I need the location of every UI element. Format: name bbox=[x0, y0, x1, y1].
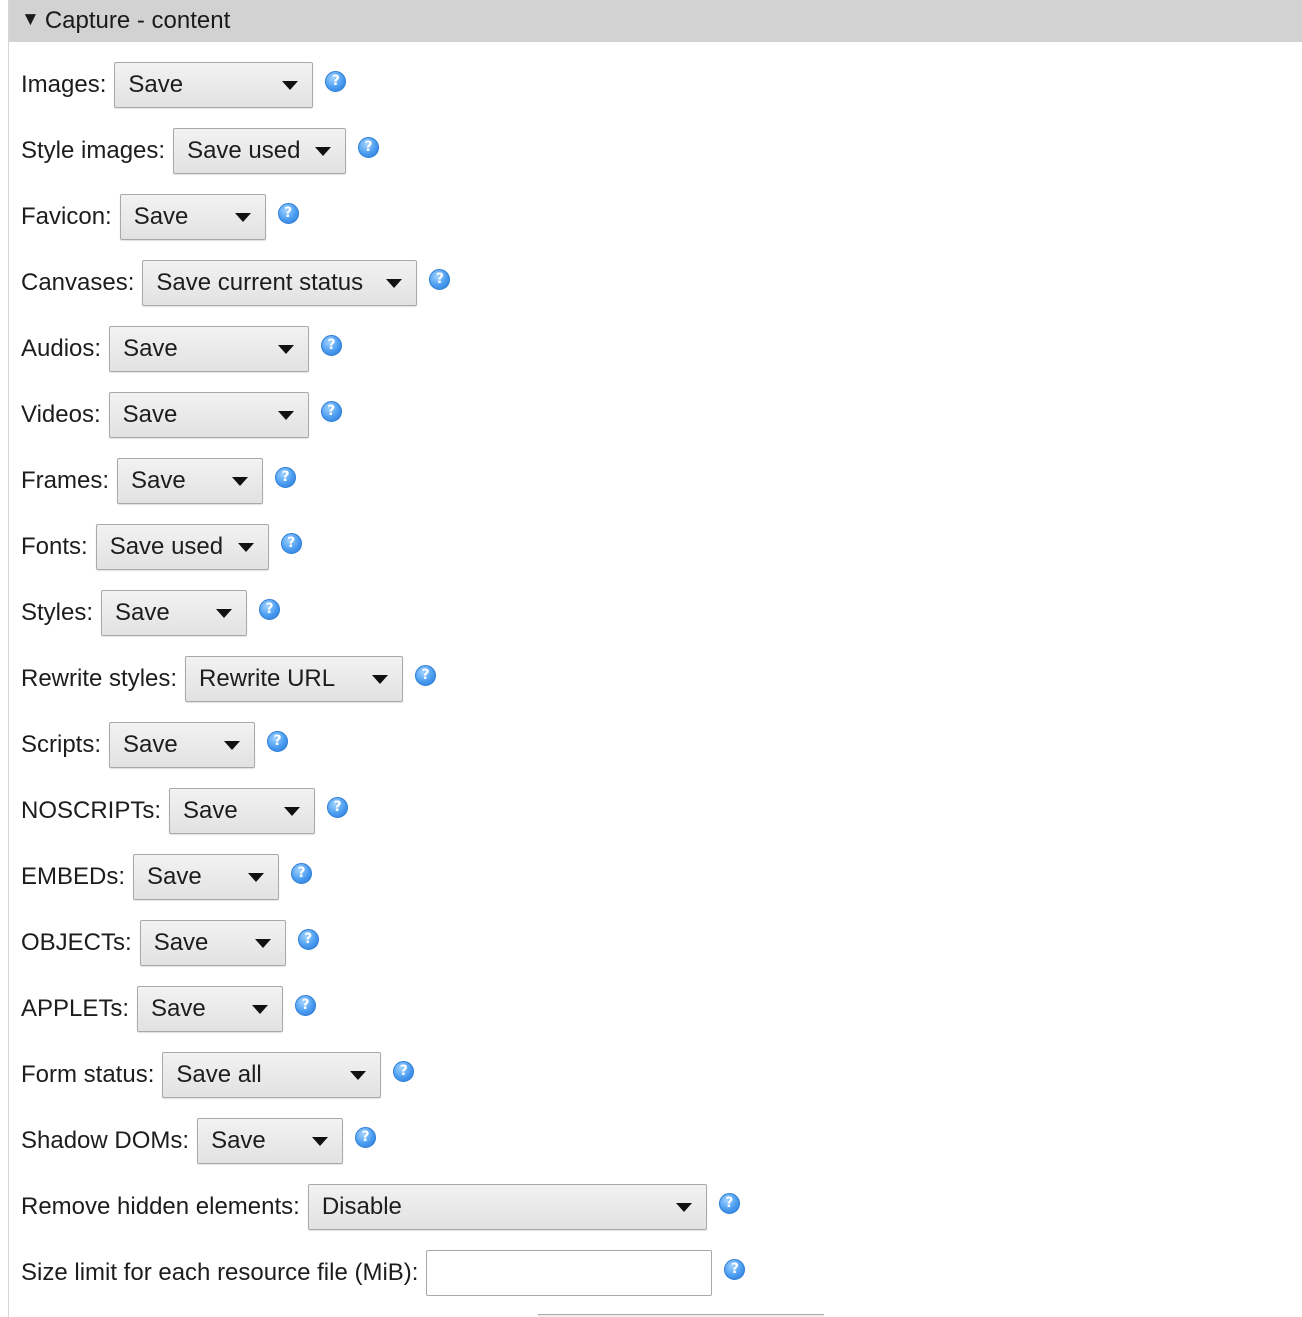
form-status-label: Form status: bbox=[21, 1061, 155, 1088]
selected-value: Save all bbox=[176, 1061, 262, 1088]
caret-down-icon bbox=[386, 279, 402, 288]
question-circle-icon[interactable]: ? bbox=[327, 797, 348, 818]
selected-value: Save bbox=[131, 467, 186, 494]
question-circle-icon[interactable]: ? bbox=[278, 203, 299, 224]
caret-down-icon bbox=[282, 81, 298, 90]
selected-value: Save bbox=[115, 599, 170, 626]
embeds-select[interactable] bbox=[133, 854, 279, 900]
selected-value: Save bbox=[147, 863, 202, 890]
caret-down-icon bbox=[216, 609, 232, 618]
noscripts-select[interactable] bbox=[169, 788, 315, 834]
canvases-label: Canvases: bbox=[21, 269, 135, 296]
selected-value: Save bbox=[128, 71, 184, 98]
shadow-doms-select[interactable] bbox=[197, 1118, 343, 1164]
fonts-select[interactable] bbox=[96, 524, 269, 570]
selected-value: Save bbox=[153, 929, 209, 956]
option-row-noscripts bbox=[21, 787, 348, 835]
size-limit-input[interactable] bbox=[426, 1250, 712, 1296]
rewrite-styles-select[interactable] bbox=[185, 656, 403, 702]
question-circle-icon[interactable]: ? bbox=[355, 1127, 376, 1148]
canvases-select[interactable] bbox=[142, 260, 417, 306]
question-circle-icon[interactable]: ? bbox=[259, 599, 280, 620]
selected-value: Save used bbox=[109, 533, 224, 560]
question-circle-icon[interactable]: ? bbox=[429, 269, 450, 290]
scripts-label: Scripts: bbox=[21, 731, 102, 758]
images-label: Images: bbox=[21, 71, 107, 98]
option-row-style-images bbox=[21, 127, 379, 175]
question-circle-icon[interactable]: ? bbox=[321, 401, 342, 422]
selected-value: Save used bbox=[187, 137, 301, 164]
caret-down-icon bbox=[350, 1071, 366, 1080]
size-limit-label: Size limit for each resource file (MiB): bbox=[21, 1259, 419, 1286]
option-row-embeds bbox=[21, 853, 312, 901]
style-images-select[interactable] bbox=[173, 128, 346, 174]
question-circle-icon[interactable]: ? bbox=[724, 1259, 745, 1280]
caret-down-icon bbox=[235, 213, 251, 222]
selected-value: Disable bbox=[321, 1193, 402, 1220]
caret-down-icon bbox=[248, 873, 264, 882]
form-status-select[interactable] bbox=[162, 1052, 381, 1098]
caret-down-icon bbox=[676, 1203, 692, 1212]
option-row-scripts bbox=[21, 721, 288, 769]
embeds-label: EMBEDs: bbox=[21, 863, 126, 890]
objects-select[interactable] bbox=[140, 920, 286, 966]
capture-content-section-header[interactable] bbox=[9, 0, 1302, 42]
favicon-select[interactable] bbox=[120, 194, 266, 240]
selected-value: Save bbox=[211, 1127, 266, 1154]
question-circle-icon[interactable]: ? bbox=[321, 335, 342, 356]
option-row-shadow-doms bbox=[21, 1117, 376, 1165]
option-row-size-limit bbox=[21, 1249, 745, 1297]
styles-label: Styles: bbox=[21, 599, 94, 626]
shadow-doms-label: Shadow DOMs: bbox=[21, 1127, 190, 1154]
option-row-images bbox=[21, 61, 346, 109]
selected-value: Save bbox=[151, 995, 206, 1022]
noscripts-label: NOSCRIPTs: bbox=[21, 797, 162, 824]
rewrite-styles-label: Rewrite styles: bbox=[21, 665, 178, 692]
question-circle-icon[interactable]: ? bbox=[281, 533, 302, 554]
style-images-label: Style images: bbox=[21, 137, 166, 164]
fonts-label: Fonts: bbox=[21, 533, 88, 560]
selected-value: Save bbox=[183, 797, 238, 824]
videos-select[interactable] bbox=[109, 392, 309, 438]
selected-value: Save bbox=[133, 203, 189, 230]
option-row-audios bbox=[21, 325, 342, 373]
caret-down-icon bbox=[224, 741, 240, 750]
caret-down-icon bbox=[372, 675, 388, 684]
objects-label: OBJECTs: bbox=[21, 929, 132, 956]
favicon-label: Favicon: bbox=[21, 203, 112, 230]
selected-value: Rewrite URL bbox=[199, 665, 336, 692]
option-row-styles bbox=[21, 589, 280, 637]
option-row-remove-hidden-elements bbox=[21, 1183, 740, 1231]
caret-down-icon bbox=[252, 1005, 268, 1014]
remove-hidden-elements-label: Remove hidden elements: bbox=[21, 1193, 300, 1220]
caret-down-icon bbox=[312, 1137, 328, 1146]
option-row-videos bbox=[21, 391, 342, 439]
section-title: Capture - content bbox=[44, 7, 231, 34]
selected-value: Save current status bbox=[156, 269, 364, 296]
videos-label: Videos: bbox=[21, 401, 101, 428]
option-row-favicon bbox=[21, 193, 299, 241]
caret-down-icon bbox=[232, 477, 248, 486]
frames-label: Frames: bbox=[21, 467, 110, 494]
selected-value: Save bbox=[123, 335, 178, 362]
caret-down-icon bbox=[278, 411, 294, 420]
audios-label: Audios: bbox=[21, 335, 102, 362]
caret-down-icon bbox=[315, 147, 331, 156]
frames-select[interactable] bbox=[117, 458, 263, 504]
caret-down-icon bbox=[278, 345, 294, 354]
question-circle-icon[interactable]: ? bbox=[275, 467, 296, 488]
remove-hidden-elements-select[interactable] bbox=[308, 1184, 707, 1230]
question-circle-icon[interactable]: ? bbox=[267, 731, 288, 752]
option-row-fonts bbox=[21, 523, 302, 571]
question-circle-icon[interactable]: ? bbox=[295, 995, 316, 1016]
caret-down-icon bbox=[284, 807, 300, 816]
question-circle-icon[interactable]: ? bbox=[415, 665, 436, 686]
scripts-select[interactable] bbox=[109, 722, 255, 768]
selected-value: Save bbox=[123, 731, 178, 758]
question-circle-icon[interactable]: ? bbox=[393, 1061, 414, 1082]
option-row-form-status bbox=[21, 1051, 414, 1099]
question-circle-icon[interactable]: ? bbox=[719, 1193, 740, 1214]
option-row-rewrite-styles bbox=[21, 655, 436, 703]
audios-select[interactable] bbox=[109, 326, 309, 372]
question-circle-icon[interactable]: ? bbox=[358, 137, 379, 158]
caret-down-icon bbox=[255, 939, 271, 948]
applets-label: APPLETs: bbox=[21, 995, 130, 1022]
option-row-objects bbox=[21, 919, 319, 967]
question-circle-icon[interactable]: ? bbox=[298, 929, 319, 950]
question-circle-icon[interactable]: ? bbox=[325, 71, 346, 92]
option-row-canvases bbox=[21, 259, 450, 307]
option-row-frames bbox=[21, 457, 296, 505]
caret-down-icon bbox=[238, 543, 254, 552]
triangle-down-icon: ▼ bbox=[21, 9, 40, 30]
images-select[interactable] bbox=[114, 62, 313, 108]
option-row-applets bbox=[21, 985, 316, 1033]
question-circle-icon[interactable]: ? bbox=[291, 863, 312, 884]
styles-select[interactable] bbox=[101, 590, 247, 636]
selected-value: Save bbox=[122, 401, 178, 428]
applets-select[interactable] bbox=[137, 986, 283, 1032]
left-border bbox=[8, 0, 9, 1317]
